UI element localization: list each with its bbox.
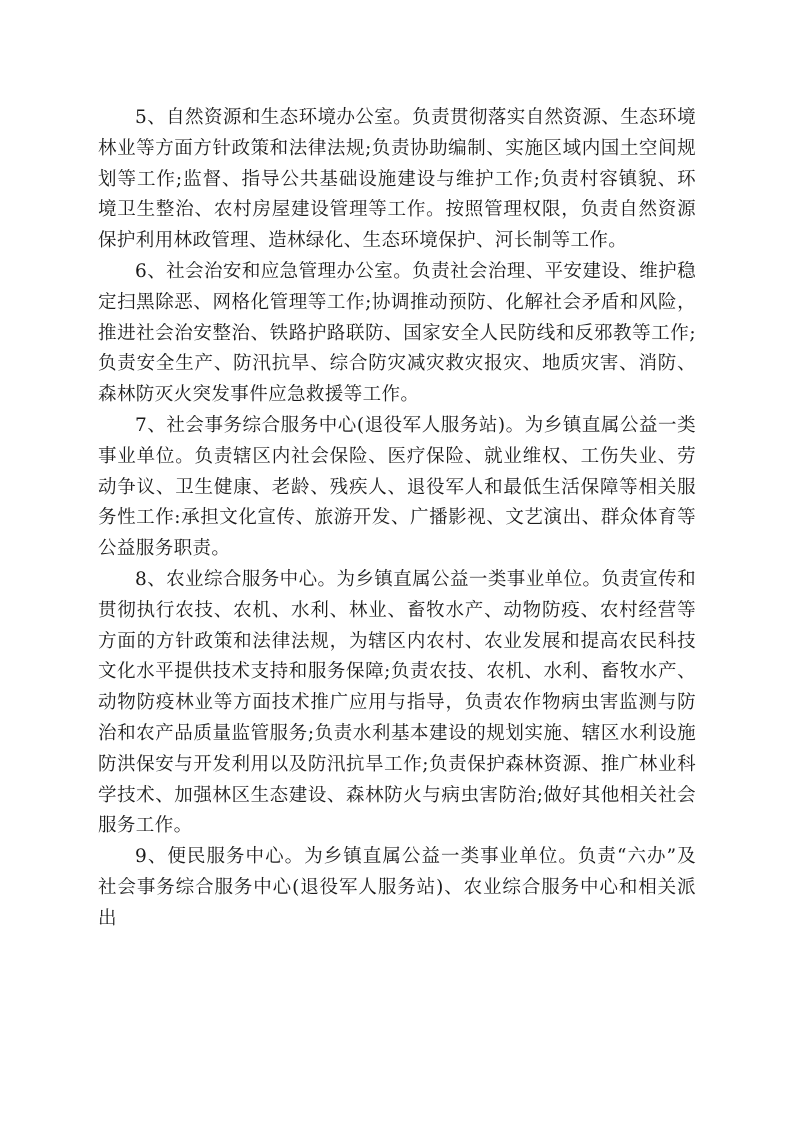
- paragraph-9-convenience-service-center: 9、便民服务中心。为乡镇直属公益一类事业单位。负责“六办”及社会事务综合服务中心(退役军人服务站)、农业综合服务中心和相关派出: [98, 846, 696, 929]
- paragraph-5-natural-resources-office: 5、自然资源和生态环境办公室。负责贯彻落实自然资源、生态环境林业等方面方针政策和法律法规;负责协助编制、实施区域内国土空间规划等工作;监督、指导公共基础设施建设与维护工作;负责村容镇貌、环境卫生整治、农村房屋建设管理等工作。按照管理权限，负责自然资源保护利用林政管理、造林绿化、生态环境保护、河长制等工作。: [98, 107, 696, 252]
- paragraph-6-public-security-office: 6、社会治安和应急管理办公室。负责社会治理、平安建设、维护稳定扫黑除恶、网格化管理等工作;协调推动预防、化解社会矛盾和风险，推进社会治安整治、铁路护路联防、国家安全人民防线和反邪教等工作;负责安全生产、防汛抗旱、综合防灾减灾救灾报灾、地质灾害、消防、森林防灭火突发事件应急救援等工作。: [98, 260, 696, 406]
- paragraph-8-agriculture-service-center: 8、农业综合服务中心。为乡镇直属公益一类事业单位。负责宣传和贯彻执行农技、农机、水利、林业、畜牧水产、动物防疫、农村经营等方面的方针政策和法律法规，为辖区内农村、农业发展和提高农民科技文化水平提供技术支持和服务保障;负责农技、农机、水利、畜牧水产、动物防疫林业等方面技术推广应用与指导，负责农作物病虫害监测与防治和农产品质量监管服务;负责水利基本建设的规划实施、辖区水利设施防洪保安与开发利用以及防汛抗旱工作;负责保护森林资源、推广林业科学技术、加强林区生态建设、森林防火与病虫害防治;做好其他相关社会服务工作。: [98, 568, 696, 837]
- document-body: [98, 103, 696, 935]
- paragraph-7-social-affairs-center: 7、社会事务综合服务中心(退役军人服务站)。为乡镇直属公益一类事业单位。负责辖区内社会保险、医疗保险、就业维权、工伤失业、劳动争议、卫生健康、老龄、残疾人、退役军人和最低生活保障等相关服务性工作:承担文化宣传、旅游开发、广播影视、文艺演出、群众体育等公益服务职责。: [98, 414, 696, 560]
